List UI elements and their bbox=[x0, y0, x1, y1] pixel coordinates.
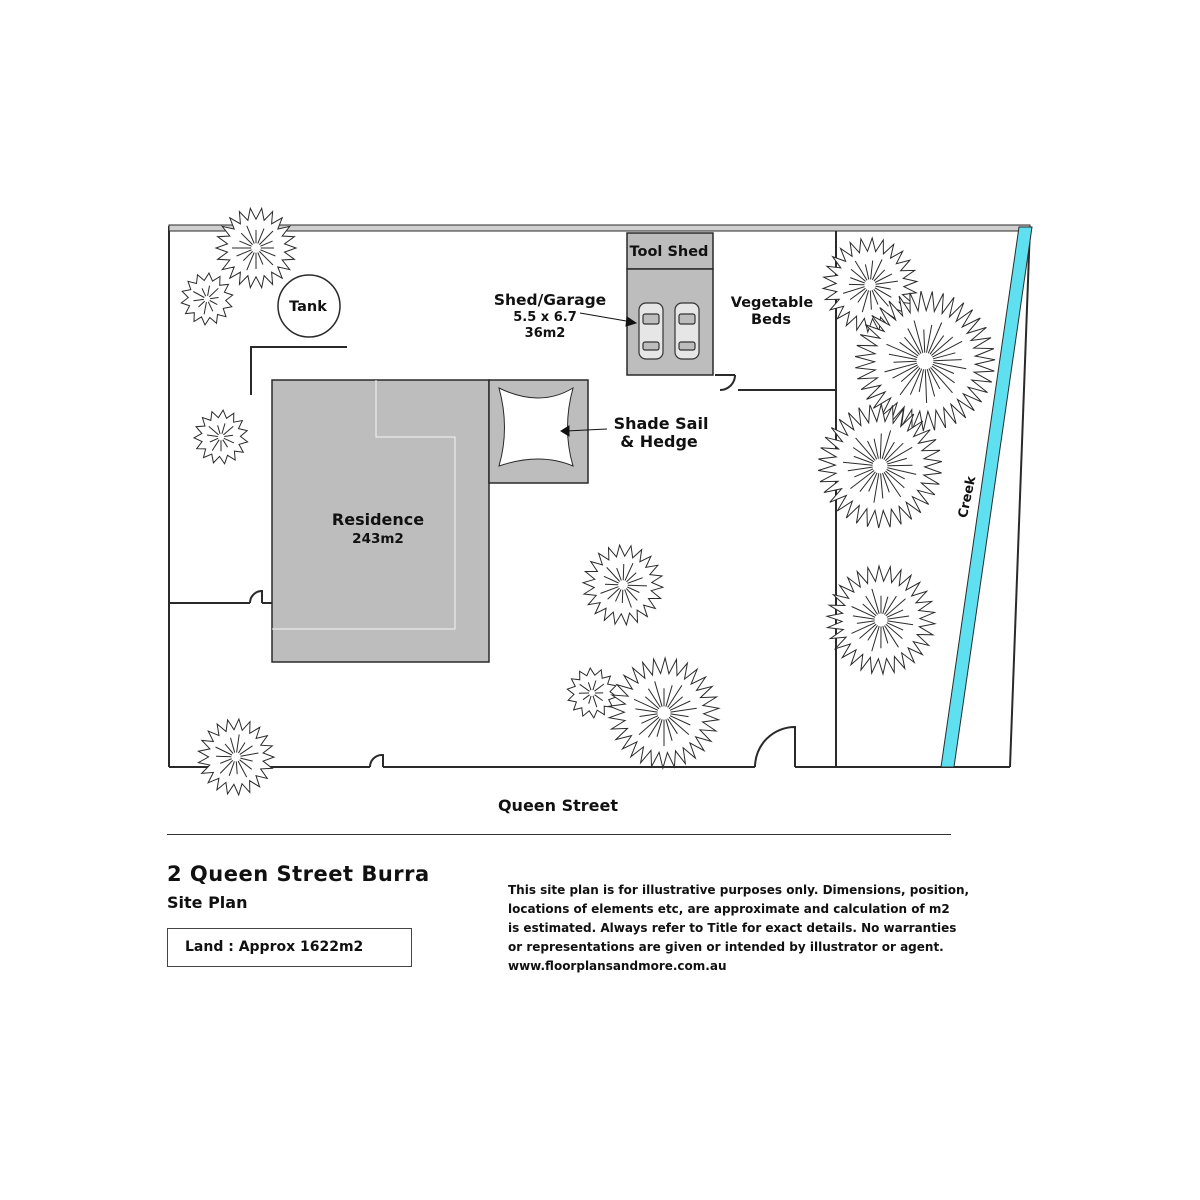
tree-icon bbox=[194, 410, 248, 464]
plan-subtitle: Site Plan bbox=[167, 893, 248, 912]
disclaimer bbox=[508, 881, 978, 976]
tree-icon bbox=[609, 658, 719, 768]
tree-icon bbox=[827, 566, 935, 674]
creek-label: Creek bbox=[955, 475, 980, 520]
website-link[interactable]: www.floorplansandmore.com.au bbox=[508, 959, 727, 973]
shed-dimensions: 5.5 x 6.7 bbox=[513, 310, 577, 325]
shade-sail bbox=[489, 380, 588, 483]
disclaimer-line: This site plan is for illustrative purposes only. Dimensions, position, bbox=[508, 883, 970, 897]
residence-label: Residence bbox=[331, 510, 425, 529]
tree-icon bbox=[198, 719, 274, 795]
tree-icon bbox=[583, 545, 663, 625]
creek bbox=[941, 227, 1032, 767]
street-label: Queen Street bbox=[497, 796, 619, 815]
car-icon bbox=[639, 303, 663, 359]
tree-icon bbox=[567, 668, 616, 718]
tank-label: Tank bbox=[289, 299, 327, 315]
plan-title: 2 Queen Street Burra bbox=[167, 862, 430, 886]
tool-shed-label: Tool Shed bbox=[629, 244, 709, 260]
car-icon bbox=[675, 303, 699, 359]
disclaimer-line: locations of elements etc, are approximate and calculation of m2 bbox=[508, 902, 950, 916]
disclaimer-line: or representations are given or intended by illustrator or agent. bbox=[508, 940, 944, 954]
shed-area: 36m2 bbox=[524, 326, 566, 341]
land-area-box bbox=[167, 928, 412, 967]
shade-sail-label-line2: & Hedge bbox=[620, 432, 698, 451]
vegetable-beds-label-line2: Beds bbox=[751, 312, 791, 328]
tree-icon bbox=[216, 208, 296, 287]
tree-icon bbox=[181, 273, 232, 325]
residence-area: 243m2 bbox=[352, 531, 404, 547]
top-boundary-strip bbox=[169, 225, 1030, 231]
shed-garage-label: Shed/Garage bbox=[493, 291, 607, 309]
shade-sail-label-line1: Shade Sail bbox=[613, 414, 709, 433]
disclaimer-line: is estimated. Always refer to Title for exact details. No warranties bbox=[508, 921, 957, 935]
divider-line bbox=[167, 834, 951, 835]
land-area-text: Land : Approx 1622m2 bbox=[185, 939, 364, 955]
vegetable-beds-label-line1: Vegetable bbox=[730, 295, 814, 311]
